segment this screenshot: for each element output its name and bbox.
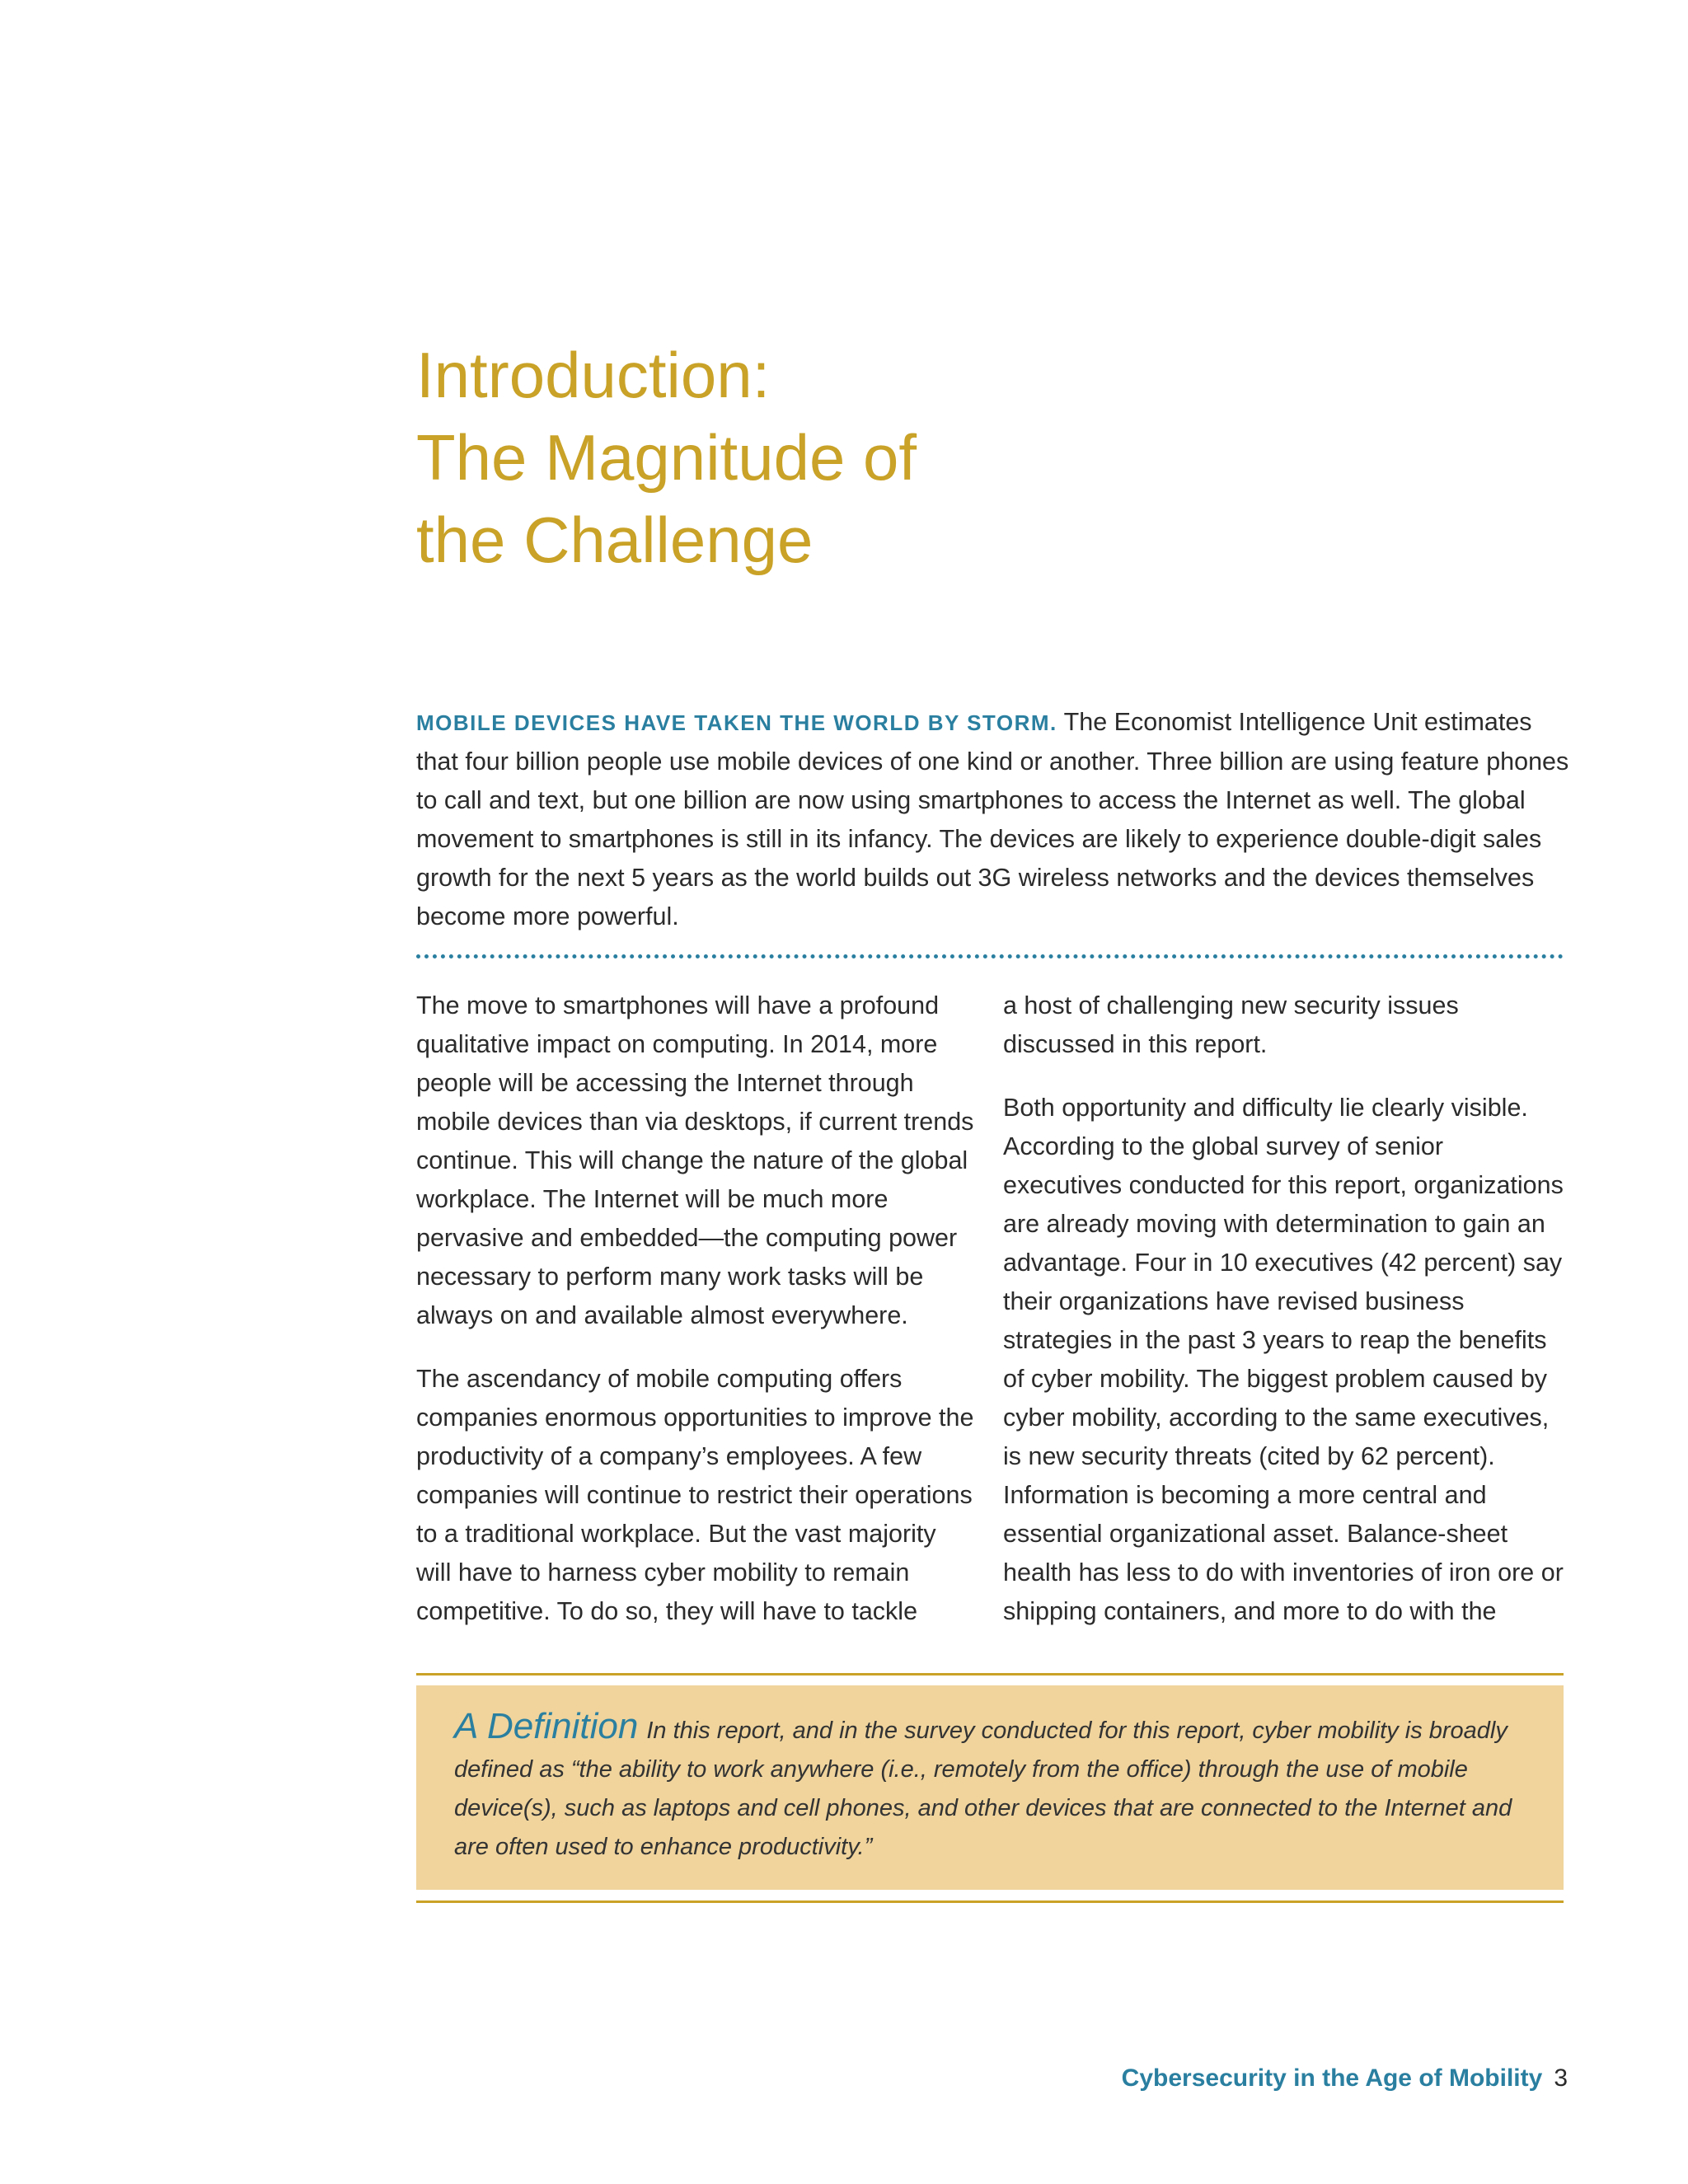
intro-paragraph [416, 703, 1570, 936]
page-title [416, 334, 1158, 581]
intro-lead-in: MOBILE DEVICES HAVE TAKEN THE WORLD BY STORM. [416, 710, 1057, 735]
dotted-divider [416, 954, 1564, 958]
page-number: 3 [1554, 2064, 1568, 2092]
left-paragraph-2: The ascendancy of mobile computing offers companies enormous opportunities to improve the productivity of a company’s employees. A few companies will continue to restrict their operations to a traditional workplace. But the vast majority will have to harness cyber mobility to remain competitive. To do so, they will have to tackle [416, 1365, 974, 1625]
definition-top-rule [416, 1673, 1564, 1675]
right-paragraph-2: Both opportunity and difficulty lie clearly visible. According to the global survey of senior executives conducted for this report, organizations are already moving with determination to gain an advantage. Four in 10 executives (42 percent) say their organizations have revised business strategies in the past 3 years to reap the benefits of cyber mobility. The biggest problem caused by cyber mobility, according to the same executives, is new security threats (cited by 62 percent). Information is becoming a more central and essential organizational asset. Balance-sheet health has less to do with inventories of iron ore or shipping containers, and more to do with the [1003, 1094, 1564, 1625]
title-line-1: Introduction: [416, 339, 771, 411]
definition-bottom-rule [416, 1900, 1564, 1903]
definition-box [416, 1685, 1564, 1890]
intro-text: The Economist Intelligence Unit estimates that four billion people use mobile devices of one kind or another. Three billion are using feature phones to call and text, but one billion are now using smartphones to access the Internet as well. The global movement to smartphones is still in its infancy. The devices are likely to experience double-digit sales growth for the next 5 years as the world builds out 3G wireless networks and the devices themselves become more powerful. [416, 708, 1569, 930]
title-line-2: The Magnitude of [416, 421, 917, 494]
left-column [416, 987, 977, 1656]
definition-heading: A Definition [454, 1706, 639, 1746]
definition-text: In this report, and in the survey conducted for this report, cyber mobility is broadly defined as “the ability to work anywhere (i.e., remotely from the office) through the use of mobile device(s), such as laptops and cell phones, and other devices that are connected to the Internet and are often used to enhance productivity.” [454, 1718, 1512, 1860]
page-footer [1122, 2060, 1568, 2097]
title-line-3: the Challenge [416, 504, 814, 576]
footer-title: Cybersecurity in the Age of Mobility [1121, 2064, 1543, 2092]
left-paragraph-1: The move to smartphones will have a profound qualitative impact on computing. In 2014, more people will be accessing the Internet through mobile devices than via desktops, if current trends continue. This will change the nature of the global workplace. The Internet will be much more pervasive and embedded—the computing power necessary to perform many work tasks will be always on and available almost everywhere. [416, 991, 974, 1329]
right-paragraph-1: a host of challenging new security issues discussed in this report. [1003, 991, 1459, 1058]
right-column [1003, 987, 1564, 1656]
